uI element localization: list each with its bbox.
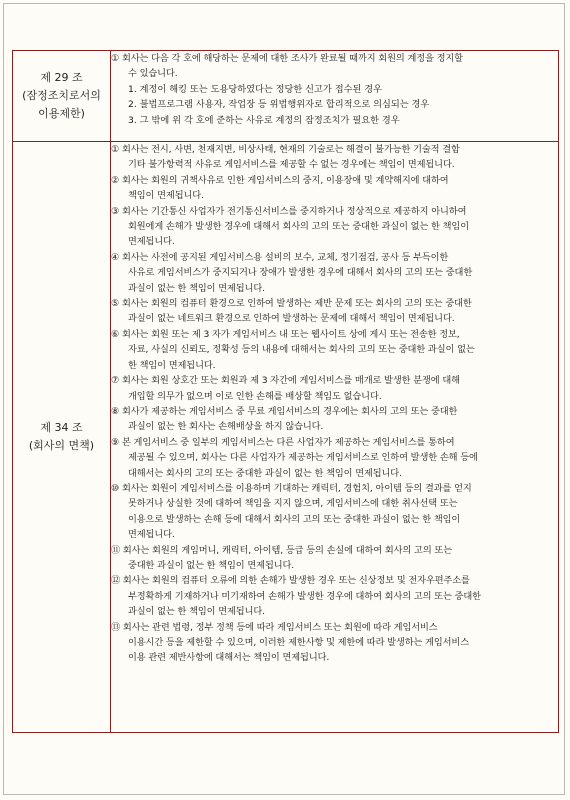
clause-item xyxy=(111,620,558,666)
article-number: 제 34 조 xyxy=(40,421,83,434)
clause-line: 대해서는 회사의 고의 또는 중대한 과실이 없는 한 책임이 면제됩니다. xyxy=(128,467,402,479)
clause-item xyxy=(111,373,558,404)
clause-line: 중대한 과실이 없는 한 책임이 면제됩니다. xyxy=(128,559,295,571)
clause-line: ⑧ 회사가 제공하는 게임서비스 중 무료 게임서비스의 경우에는 회사의 고의 또는 중대한 xyxy=(111,405,458,417)
article-34-label xyxy=(13,142,111,733)
clause-line: 과실이 없는 한 회사는 손해배상을 하지 않습니다. xyxy=(128,421,324,433)
clause-line: 부정확하게 기재하거나 미기재하여 손해가 발생한 경우에 대하여 회사의 고의 또는 중대한 xyxy=(128,590,481,602)
clause-line: ⑩ 회사는 회원이 게임서비스를 이용하며 기대하는 캐릭터, 경험치, 아이템 등의 결과를 얻지 xyxy=(111,482,472,494)
sub-item: 1. 계정이 해킹 또는 도용당하였다는 정당한 신고가 접수된 경우 xyxy=(128,83,383,95)
clause-line: 과실이 없는 한 책임이 면제됩니다. xyxy=(128,282,265,294)
clause-item xyxy=(111,173,558,204)
article-29-row xyxy=(13,51,559,142)
clause-item xyxy=(111,250,558,296)
clause-item xyxy=(111,204,558,250)
clause-line: ① 회사는 전시, 사변, 천재지변, 비상사태, 현재의 기술로는 해결이 불가능한 기술적 결함 xyxy=(111,144,460,155)
clause-line: ③ 회사는 기간통신 사업자가 전기통신서비스를 중지하거나 정상적으로 제공하지 아니하여 xyxy=(111,205,467,217)
clause-line: 과실이 없는 네트워크 환경으로 인하여 발생하는 문제에 대해서 책임이 면제됩니다. xyxy=(128,313,455,325)
clause-line: 기타 불가항력적 사유로 게임서비스를 제공할 수 없는 경우에는 책임이 면제됩니다. xyxy=(128,159,455,171)
clause-line: ⑤ 회사는 회원의 컴퓨터 환경으로 인하여 발생하는 제반 문제 또는 회사의 고의 또는 중대한 xyxy=(111,298,472,310)
clause-line: ⑨ 본 게임서비스 중 일부의 게임서비스는 다른 사업자가 제공하는 게임서비스를 통하여 xyxy=(111,436,455,448)
clause-item xyxy=(111,543,558,574)
article-34-content xyxy=(111,142,559,733)
clause-item xyxy=(111,404,558,435)
sub-item: 2. 불법프로그램 사용자, 작업장 등 위법행위자로 합리적으로 의심되는 경우 xyxy=(128,99,430,111)
clause-line: ⑬ 회사는 관련 법령, 정부 정책 등에 따라 게임서비스 또는 회원에 따라 게임서비스 xyxy=(111,621,438,633)
clause-line: ⑪ 회사는 회원의 게임머니, 캐릭터, 아이템, 등급 등의 손실에 대하여 회사의 고의 또는 xyxy=(111,544,452,556)
clause-line: 사유로 게임서비스가 중지되거나 장애가 발생한 경우에 대해서 회사의 고의 또는 중대한 xyxy=(128,267,473,279)
clause-item xyxy=(111,327,558,373)
clause-item xyxy=(111,573,558,619)
clause-item xyxy=(111,51,558,82)
clause-item xyxy=(111,296,558,327)
clause-line: 개입할 의무가 없으며 이로 인한 손해를 배상할 책임도 없습니다. xyxy=(128,390,382,402)
clause-line: ② 회사는 회원의 귀책사유로 인한 게임서비스의 중지, 이용장애 및 계약해지에 대하여 xyxy=(111,174,449,186)
clause-line: 면제됩니다. xyxy=(128,529,175,541)
article-title: (회사의 면책) xyxy=(28,439,95,452)
clause-line: 회원에게 손해가 발생한 경우에 대해서 회사의 고의 또는 중대한 과실이 없는 한 책임이 xyxy=(128,221,469,233)
article-title: (잠정조치로서의 xyxy=(22,89,101,102)
clause-line: ⑦ 회사는 회원 상호간 또는 회원과 제 3 자간에 게임서비스를 매개로 발생한 분쟁에 대해 xyxy=(111,375,460,387)
clause-line: 면제됩니다. xyxy=(128,236,175,248)
clause-line: ⑥ 회사는 회원 또는 제 3 자가 게임서비스 내 또는 웹사이트 상에 게시 또는 전송한 정보, xyxy=(111,328,460,340)
article-number: 제 29 조 xyxy=(40,71,83,84)
terms-table xyxy=(12,50,559,733)
clause-line: 이용으로 발생하는 손해 등에 대해서 회사의 고의 또는 중대한 과실이 없는 한 책임이 xyxy=(128,513,461,525)
clause-item xyxy=(111,142,558,173)
article-29-label xyxy=(13,51,111,142)
article-34-row xyxy=(13,142,559,733)
clause-line: ④ 회사는 사전에 공지된 게임서비스용 설비의 보수, 교체, 정기점검, 공사 등 부득이한 xyxy=(111,251,449,263)
clause-line: 책임이 면제됩니다. xyxy=(128,190,204,202)
article-29-content xyxy=(111,51,559,142)
clause-line: 제공될 수 있으며, 회사는 다른 사업자가 제공하는 게임서비스로 인하여 발생한 손해 등에 xyxy=(128,452,478,464)
clause-line: 이용시간 등을 제한할 수 있으며, 이러한 제한사항 및 제한에 따라 발생하는 게임서비스 xyxy=(128,637,469,648)
clause-line: 수 있습니다. xyxy=(128,68,178,80)
clause-item xyxy=(111,435,558,481)
clause-item xyxy=(111,481,558,543)
clause-line: 이용 관련 제반사항에 대해서는 책임이 면제됩니다. xyxy=(128,652,330,664)
clause-line: 못하거나 상실한 것에 대하여 책임을 지지 않으며, 게임서비스에 대한 취사선택 또는 xyxy=(128,498,458,510)
sub-item: 3. 그 밖에 위 각 호에 준하는 사유로 계정의 잠정조치가 필요한 경우 xyxy=(128,114,400,126)
clause-line: 과실이 없는 한 책임이 면제됩니다. xyxy=(128,606,265,618)
clause-line: ⑫ 회사는 회원의 컴퓨터 오류에 의한 손해가 발생한 경우 또는 신상정보 및 전자우편주소를 xyxy=(111,575,470,587)
clause-line: ① 회사는 다음 각 호에 해당하는 문제에 대한 조사가 완료될 때까지 회원의 계정을 정지할 xyxy=(111,53,463,64)
article-title: 이용제한) xyxy=(38,107,85,120)
clause-line: 자료, 사실의 신뢰도, 정확성 등의 내용에 대해서는 회사의 고의 또는 중대한 과실이 없는 xyxy=(128,344,475,356)
clause-line: 한 책임이 면제됩니다. xyxy=(128,359,216,371)
